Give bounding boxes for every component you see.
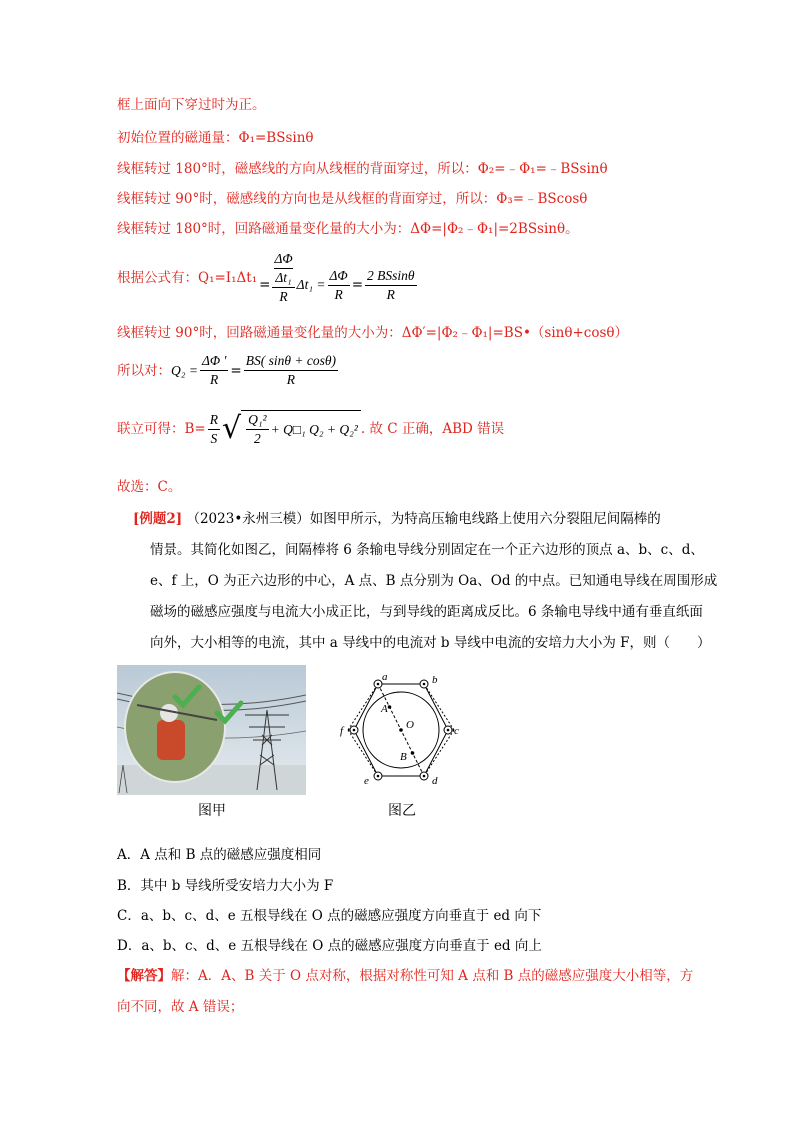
formula-6-den2: R — [334, 286, 343, 302]
caption-figure-b: 图乙 — [388, 803, 416, 819]
formula-9-in-num: Q₁² — [246, 411, 269, 430]
formula-8-frac2 — [244, 352, 338, 389]
formula-6-num3: 2 BSsinθ — [365, 267, 417, 286]
label-O: O — [406, 719, 414, 731]
text-line-1: 框上面向下穿过时为正。 — [117, 97, 266, 113]
formula-9-den: S — [210, 430, 218, 446]
formula-6-num-bot: Δt₁ — [275, 270, 292, 285]
formula-8-den: R — [210, 372, 219, 387]
label-c: c — [454, 725, 459, 737]
example-line-4: 磁场的磁感应强度与电流大小成正比，与到导线的距离成反比。6 条输电导线中通有垂直纸面 — [150, 604, 703, 620]
formula-9-num: R — [208, 411, 220, 430]
formula-8-frac1 — [200, 352, 228, 389]
label-e: e — [364, 775, 369, 787]
label-d: d — [432, 775, 438, 787]
option-d: D．a、b、c、d、e 五根导线在 O 点的磁感应强度方向垂直于 ed 向上 — [117, 938, 542, 954]
formula-8-den2: R — [286, 372, 295, 387]
formula-line-8: 所以对： Q₂ = $\frac{\Delta\Phi '}{R}$ = $\frac{BS( \sin\theta + \cos\theta)}{R}$ — [117, 353, 336, 387]
example-line-3: e、f 上，O 为正六边形的中心，A 点、B 点分别为 Oa、Od 的中点。已知通电导线在周围形成 — [150, 573, 718, 589]
label-a: a — [382, 671, 388, 683]
formula-9-frac — [208, 411, 220, 448]
text-line-4: 线框转过 90°时，磁感线的方向也是从线框的背面穿过，所以：Φ₃=﹣BScosθ — [117, 191, 588, 207]
formula-9-in-rest: + Q□₁ Q₂ + Q₂² — [270, 421, 358, 437]
formula-6-frac3 — [365, 267, 417, 304]
formula-9-radicand — [241, 410, 361, 448]
label-b: b — [432, 674, 438, 686]
formula-line-9 — [117, 410, 504, 448]
hexagon-diagram — [336, 670, 466, 800]
label-B: B — [400, 751, 407, 763]
example-line-2: 情景。其简化如图乙，间隔棒将 6 条输电导线分别固定在一个正六边形的顶点 a、b、c、d、 — [150, 542, 704, 558]
sqrt-icon: √ — [221, 411, 242, 446]
formula-6-num2: ΔΦ — [328, 267, 350, 286]
formula-8-num: ΔΦ ' — [200, 352, 228, 371]
formula-8-lhs: Q₂ = — [171, 362, 198, 378]
answer-tag: 【解答】 — [117, 968, 171, 984]
answer-line-1 — [117, 967, 693, 985]
formula-6-den3: R — [386, 286, 395, 302]
formula-8-prefix: 所以对： — [117, 362, 171, 379]
answer-line-2: 向不同，故 A 错误； — [117, 999, 244, 1015]
option-b: B．其中 b 导线所受安培力大小为 F — [117, 878, 334, 894]
photo-spacer-installation — [117, 665, 306, 795]
example-line-1 — [133, 510, 661, 528]
formula-9-suffix: . 故 C 正确，ABD 错误 — [360, 421, 505, 437]
label-f: f — [340, 725, 344, 737]
formula-6-den: R — [279, 289, 288, 304]
formula-8-num2: BS( sinθ + cosθ) — [244, 352, 338, 371]
formula-6-frac2 — [328, 267, 350, 304]
formula-line-6: 根据公式有：Q₁=I₁Δt₁ = ΔΦ Δt₁ R Δt₁ = $\frac{\Delta\Phi}{R}$ = $\frac{2 BSsin\theta}{R}$ — [117, 251, 415, 304]
text-line-5: 线框转过 180°时，回路磁通量变化量的大小为：ΔΦ=|Φ₂﹣Φ₁|=2BSsinθ。 — [117, 221, 579, 237]
formula-6-prefix: 根据公式有：Q₁=I₁Δt₁ — [117, 270, 258, 286]
text-line-3: 线框转过 180°时，磁感线的方向从线框的背面穿过，所以：Φ₂=﹣Φ₁=﹣BSsinθ — [117, 161, 608, 177]
text-line-10: 故选：C。 — [117, 479, 182, 495]
answer-p1: 解：A．A、B 关于 O 点对称，根据对称性可知 A 点和 B 点的磁感应强度大小相等，方 — [171, 968, 694, 984]
example-line-5: 向外，大小相等的电流，其中 a 导线中的电流对 b 导线中电流的安培力大小为 F，则（ ） — [150, 635, 711, 651]
text-line-2: 初始位置的磁通量：Φ₁=BSsinθ — [117, 130, 314, 146]
formula-6-mid: Δt₁ = — [296, 277, 326, 292]
formula-6-frac1 — [272, 250, 294, 306]
option-a: A．A 点和 B 点的磁感应强度相同 — [117, 847, 322, 863]
label-A: A — [381, 703, 388, 715]
text-line-7: 线框转过 90°时，回路磁通量变化量的大小为：ΔΦ′=|Φ₂﹣Φ₁|=BS•（sinθ+cosθ） — [117, 325, 629, 341]
formula-9-prefix: 联立可得：B= — [117, 421, 206, 437]
example-tag: [例题2] — [133, 511, 183, 527]
option-c: C．a、b、c、d、e 五根导线在 O 点的磁感应强度方向垂直于 ed 向下 — [117, 908, 542, 924]
formula-9-in-den: 2 — [253, 431, 261, 446]
caption-figure-a: 图甲 — [198, 803, 226, 819]
formula-6-num-top: ΔΦ — [274, 250, 292, 269]
example-p1: （2023•永州三模）如图甲所示，为特高压输电线路上使用六分裂阻尼间隔棒的 — [186, 511, 661, 527]
